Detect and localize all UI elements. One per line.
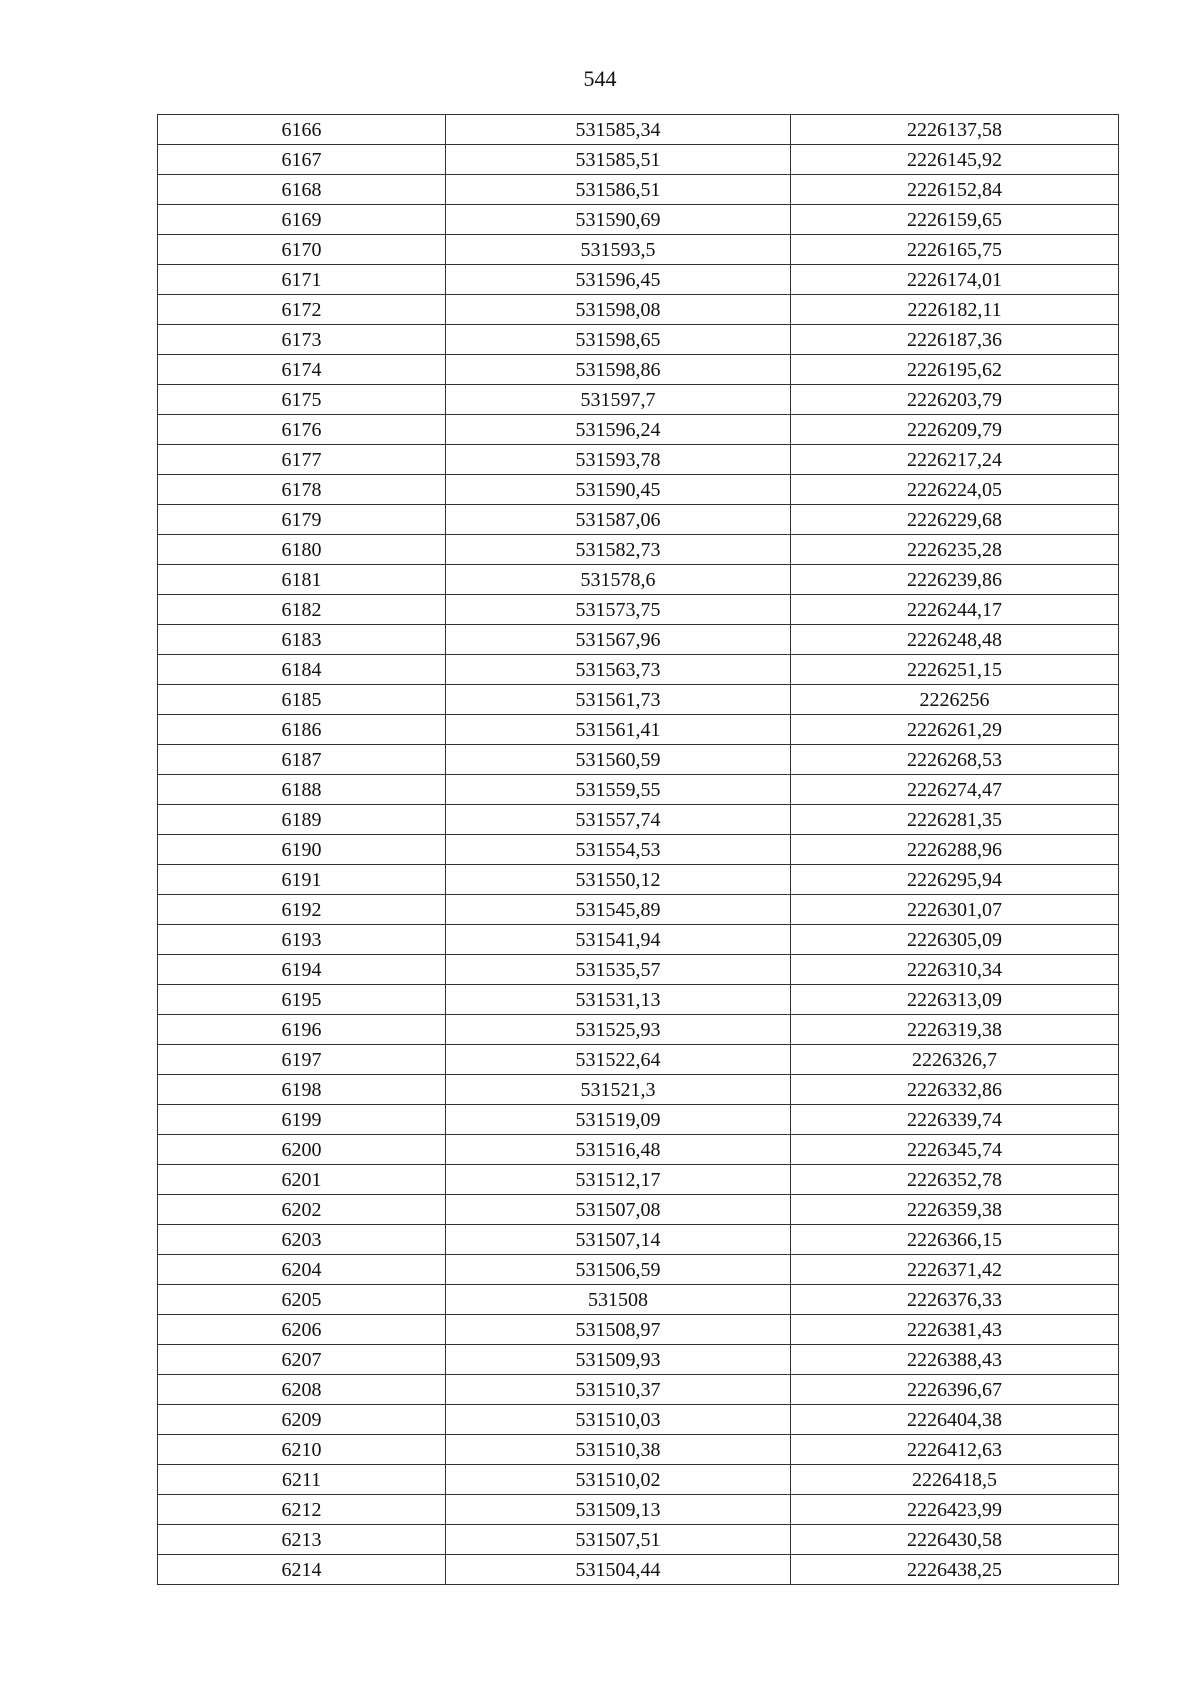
point-number-cell: 6214 — [158, 1555, 446, 1585]
table-row — [158, 1315, 1119, 1345]
point-number-cell: 6194 — [158, 955, 446, 985]
point-number-cell: 6211 — [158, 1465, 446, 1495]
x-coordinate-cell: 531512,17 — [446, 1165, 791, 1195]
x-coordinate-cell: 531585,51 — [446, 145, 791, 175]
x-coordinate-cell: 531510,03 — [446, 1405, 791, 1435]
point-number-cell: 6191 — [158, 865, 446, 895]
y-coordinate-cell: 2226244,17 — [791, 595, 1119, 625]
point-number-cell: 6184 — [158, 655, 446, 685]
x-coordinate-cell: 531519,09 — [446, 1105, 791, 1135]
y-coordinate-cell: 2226438,25 — [791, 1555, 1119, 1585]
x-coordinate-cell: 531596,45 — [446, 265, 791, 295]
point-number-cell: 6168 — [158, 175, 446, 205]
table-row — [158, 505, 1119, 535]
table-row — [158, 1105, 1119, 1135]
y-coordinate-cell: 2226159,65 — [791, 205, 1119, 235]
table-row — [158, 385, 1119, 415]
y-coordinate-cell: 2226339,74 — [791, 1105, 1119, 1135]
x-coordinate-cell: 531585,34 — [446, 115, 791, 145]
point-number-cell: 6208 — [158, 1375, 446, 1405]
table-row — [158, 1345, 1119, 1375]
y-coordinate-cell: 2226326,7 — [791, 1045, 1119, 1075]
y-coordinate-cell: 2226224,05 — [791, 475, 1119, 505]
x-coordinate-cell: 531521,3 — [446, 1075, 791, 1105]
table-row — [158, 1255, 1119, 1285]
y-coordinate-cell: 2226229,68 — [791, 505, 1119, 535]
table-row — [158, 1375, 1119, 1405]
point-number-cell: 6209 — [158, 1405, 446, 1435]
y-coordinate-cell: 2226145,92 — [791, 145, 1119, 175]
y-coordinate-cell: 2226174,01 — [791, 265, 1119, 295]
table-row — [158, 865, 1119, 895]
table-row — [158, 415, 1119, 445]
point-number-cell: 6188 — [158, 775, 446, 805]
table-row — [158, 1525, 1119, 1555]
table-row — [158, 1495, 1119, 1525]
x-coordinate-cell: 531509,13 — [446, 1495, 791, 1525]
point-number-cell: 6178 — [158, 475, 446, 505]
table-row — [158, 1165, 1119, 1195]
table-row — [158, 535, 1119, 565]
point-number-cell: 6207 — [158, 1345, 446, 1375]
point-number-cell: 6197 — [158, 1045, 446, 1075]
y-coordinate-cell: 2226345,74 — [791, 1135, 1119, 1165]
point-number-cell: 6185 — [158, 685, 446, 715]
table-row — [158, 115, 1119, 145]
x-coordinate-cell: 531557,74 — [446, 805, 791, 835]
y-coordinate-cell: 2226305,09 — [791, 925, 1119, 955]
table-row — [158, 985, 1119, 1015]
point-number-cell: 6212 — [158, 1495, 446, 1525]
point-number-cell: 6186 — [158, 715, 446, 745]
point-number-cell: 6205 — [158, 1285, 446, 1315]
x-coordinate-cell: 531561,41 — [446, 715, 791, 745]
x-coordinate-cell: 531535,57 — [446, 955, 791, 985]
x-coordinate-cell: 531593,5 — [446, 235, 791, 265]
table-row — [158, 1555, 1119, 1585]
point-number-cell: 6170 — [158, 235, 446, 265]
x-coordinate-cell: 531550,12 — [446, 865, 791, 895]
y-coordinate-cell: 2226268,53 — [791, 745, 1119, 775]
x-coordinate-cell: 531561,73 — [446, 685, 791, 715]
point-number-cell: 6180 — [158, 535, 446, 565]
x-coordinate-cell: 531587,06 — [446, 505, 791, 535]
y-coordinate-cell: 2226165,75 — [791, 235, 1119, 265]
table-row — [158, 1015, 1119, 1045]
point-number-cell: 6213 — [158, 1525, 446, 1555]
table-row — [158, 175, 1119, 205]
point-number-cell: 6175 — [158, 385, 446, 415]
x-coordinate-cell: 531504,44 — [446, 1555, 791, 1585]
y-coordinate-cell: 2226352,78 — [791, 1165, 1119, 1195]
y-coordinate-cell: 2226366,15 — [791, 1225, 1119, 1255]
y-coordinate-cell: 2226371,42 — [791, 1255, 1119, 1285]
point-number-cell: 6203 — [158, 1225, 446, 1255]
x-coordinate-cell: 531597,7 — [446, 385, 791, 415]
y-coordinate-cell: 2226359,38 — [791, 1195, 1119, 1225]
y-coordinate-cell: 2226251,15 — [791, 655, 1119, 685]
table-row — [158, 145, 1119, 175]
x-coordinate-cell: 531507,14 — [446, 1225, 791, 1255]
y-coordinate-cell: 2226261,29 — [791, 715, 1119, 745]
x-coordinate-cell: 531507,08 — [446, 1195, 791, 1225]
x-coordinate-cell: 531508 — [446, 1285, 791, 1315]
point-number-cell: 6171 — [158, 265, 446, 295]
point-number-cell: 6192 — [158, 895, 446, 925]
point-number-cell: 6176 — [158, 415, 446, 445]
point-number-cell: 6200 — [158, 1135, 446, 1165]
x-coordinate-cell: 531578,6 — [446, 565, 791, 595]
x-coordinate-cell: 531596,24 — [446, 415, 791, 445]
x-coordinate-cell: 531522,64 — [446, 1045, 791, 1075]
point-number-cell: 6177 — [158, 445, 446, 475]
point-number-cell: 6196 — [158, 1015, 446, 1045]
table-row — [158, 1405, 1119, 1435]
y-coordinate-cell: 2226217,24 — [791, 445, 1119, 475]
table-row — [158, 1195, 1119, 1225]
point-number-cell: 6206 — [158, 1315, 446, 1345]
y-coordinate-cell: 2226209,79 — [791, 415, 1119, 445]
y-coordinate-cell: 2226187,36 — [791, 325, 1119, 355]
x-coordinate-cell: 531516,48 — [446, 1135, 791, 1165]
y-coordinate-cell: 2226195,62 — [791, 355, 1119, 385]
x-coordinate-cell: 531590,45 — [446, 475, 791, 505]
y-coordinate-cell: 2226235,28 — [791, 535, 1119, 565]
table-row — [158, 745, 1119, 775]
table-row — [158, 445, 1119, 475]
y-coordinate-cell: 2226319,38 — [791, 1015, 1119, 1045]
x-coordinate-cell: 531573,75 — [446, 595, 791, 625]
y-coordinate-cell: 2226430,58 — [791, 1525, 1119, 1555]
point-number-cell: 6199 — [158, 1105, 446, 1135]
x-coordinate-cell: 531590,69 — [446, 205, 791, 235]
point-number-cell: 6187 — [158, 745, 446, 775]
table-row — [158, 1075, 1119, 1105]
y-coordinate-cell: 2226332,86 — [791, 1075, 1119, 1105]
x-coordinate-cell: 531598,86 — [446, 355, 791, 385]
x-coordinate-cell: 531563,73 — [446, 655, 791, 685]
point-number-cell: 6195 — [158, 985, 446, 1015]
table-row — [158, 895, 1119, 925]
table-row — [158, 1225, 1119, 1255]
point-number-cell: 6179 — [158, 505, 446, 535]
x-coordinate-cell: 531582,73 — [446, 535, 791, 565]
point-number-cell: 6202 — [158, 1195, 446, 1225]
x-coordinate-cell: 531567,96 — [446, 625, 791, 655]
table-row — [158, 775, 1119, 805]
x-coordinate-cell: 531510,37 — [446, 1375, 791, 1405]
table-row — [158, 475, 1119, 505]
table-row — [158, 805, 1119, 835]
point-number-cell: 6174 — [158, 355, 446, 385]
y-coordinate-cell: 2226239,86 — [791, 565, 1119, 595]
x-coordinate-cell: 531586,51 — [446, 175, 791, 205]
table-row — [158, 1435, 1119, 1465]
point-number-cell: 6173 — [158, 325, 446, 355]
y-coordinate-cell: 2226288,96 — [791, 835, 1119, 865]
table-row — [158, 685, 1119, 715]
y-coordinate-cell: 2226396,67 — [791, 1375, 1119, 1405]
x-coordinate-cell: 531531,13 — [446, 985, 791, 1015]
table-row — [158, 205, 1119, 235]
y-coordinate-cell: 2226376,33 — [791, 1285, 1119, 1315]
table-row — [158, 235, 1119, 265]
table-row — [158, 925, 1119, 955]
point-number-cell: 6169 — [158, 205, 446, 235]
y-coordinate-cell: 2226404,38 — [791, 1405, 1119, 1435]
x-coordinate-cell: 531593,78 — [446, 445, 791, 475]
table-row — [158, 655, 1119, 685]
page-number: 544 — [583, 66, 617, 91]
x-coordinate-cell: 531559,55 — [446, 775, 791, 805]
y-coordinate-cell: 2226388,43 — [791, 1345, 1119, 1375]
y-coordinate-cell: 2226203,79 — [791, 385, 1119, 415]
table-row — [158, 325, 1119, 355]
y-coordinate-cell: 2226418,5 — [791, 1465, 1119, 1495]
y-coordinate-cell: 2226281,35 — [791, 805, 1119, 835]
y-coordinate-cell: 2226313,09 — [791, 985, 1119, 1015]
coordinates-table-body — [158, 115, 1119, 1585]
x-coordinate-cell: 531525,93 — [446, 1015, 791, 1045]
table-row — [158, 1045, 1119, 1075]
table-row — [158, 715, 1119, 745]
y-coordinate-cell: 2226381,43 — [791, 1315, 1119, 1345]
point-number-cell: 6204 — [158, 1255, 446, 1285]
table-row — [158, 955, 1119, 985]
y-coordinate-cell: 2226301,07 — [791, 895, 1119, 925]
y-coordinate-cell: 2226412,63 — [791, 1435, 1119, 1465]
x-coordinate-cell: 531508,97 — [446, 1315, 791, 1345]
x-coordinate-cell: 531509,93 — [446, 1345, 791, 1375]
table-row — [158, 1465, 1119, 1495]
x-coordinate-cell: 531506,59 — [446, 1255, 791, 1285]
x-coordinate-cell: 531510,38 — [446, 1435, 791, 1465]
point-number-cell: 6172 — [158, 295, 446, 325]
table-row — [158, 835, 1119, 865]
point-number-cell: 6181 — [158, 565, 446, 595]
table-row — [158, 355, 1119, 385]
x-coordinate-cell: 531545,89 — [446, 895, 791, 925]
y-coordinate-cell: 2226295,94 — [791, 865, 1119, 895]
x-coordinate-cell: 531554,53 — [446, 835, 791, 865]
table-row — [158, 1285, 1119, 1315]
coordinates-table — [157, 114, 1119, 1585]
point-number-cell: 6166 — [158, 115, 446, 145]
y-coordinate-cell: 2226182,11 — [791, 295, 1119, 325]
x-coordinate-cell: 531510,02 — [446, 1465, 791, 1495]
point-number-cell: 6198 — [158, 1075, 446, 1105]
point-number-cell: 6210 — [158, 1435, 446, 1465]
point-number-cell: 6182 — [158, 595, 446, 625]
x-coordinate-cell: 531507,51 — [446, 1525, 791, 1555]
y-coordinate-cell: 2226256 — [791, 685, 1119, 715]
point-number-cell: 6190 — [158, 835, 446, 865]
table-row — [158, 265, 1119, 295]
y-coordinate-cell: 2226310,34 — [791, 955, 1119, 985]
point-number-cell: 6201 — [158, 1165, 446, 1195]
y-coordinate-cell: 2226152,84 — [791, 175, 1119, 205]
y-coordinate-cell: 2226274,47 — [791, 775, 1119, 805]
x-coordinate-cell: 531541,94 — [446, 925, 791, 955]
table-row — [158, 295, 1119, 325]
y-coordinate-cell: 2226137,58 — [791, 115, 1119, 145]
y-coordinate-cell: 2226423,99 — [791, 1495, 1119, 1525]
point-number-cell: 6189 — [158, 805, 446, 835]
point-number-cell: 6183 — [158, 625, 446, 655]
table-row — [158, 1135, 1119, 1165]
y-coordinate-cell: 2226248,48 — [791, 625, 1119, 655]
x-coordinate-cell: 531598,08 — [446, 295, 791, 325]
table-row — [158, 625, 1119, 655]
table-row — [158, 565, 1119, 595]
point-number-cell: 6193 — [158, 925, 446, 955]
x-coordinate-cell: 531598,65 — [446, 325, 791, 355]
point-number-cell: 6167 — [158, 145, 446, 175]
table-row — [158, 595, 1119, 625]
x-coordinate-cell: 531560,59 — [446, 745, 791, 775]
